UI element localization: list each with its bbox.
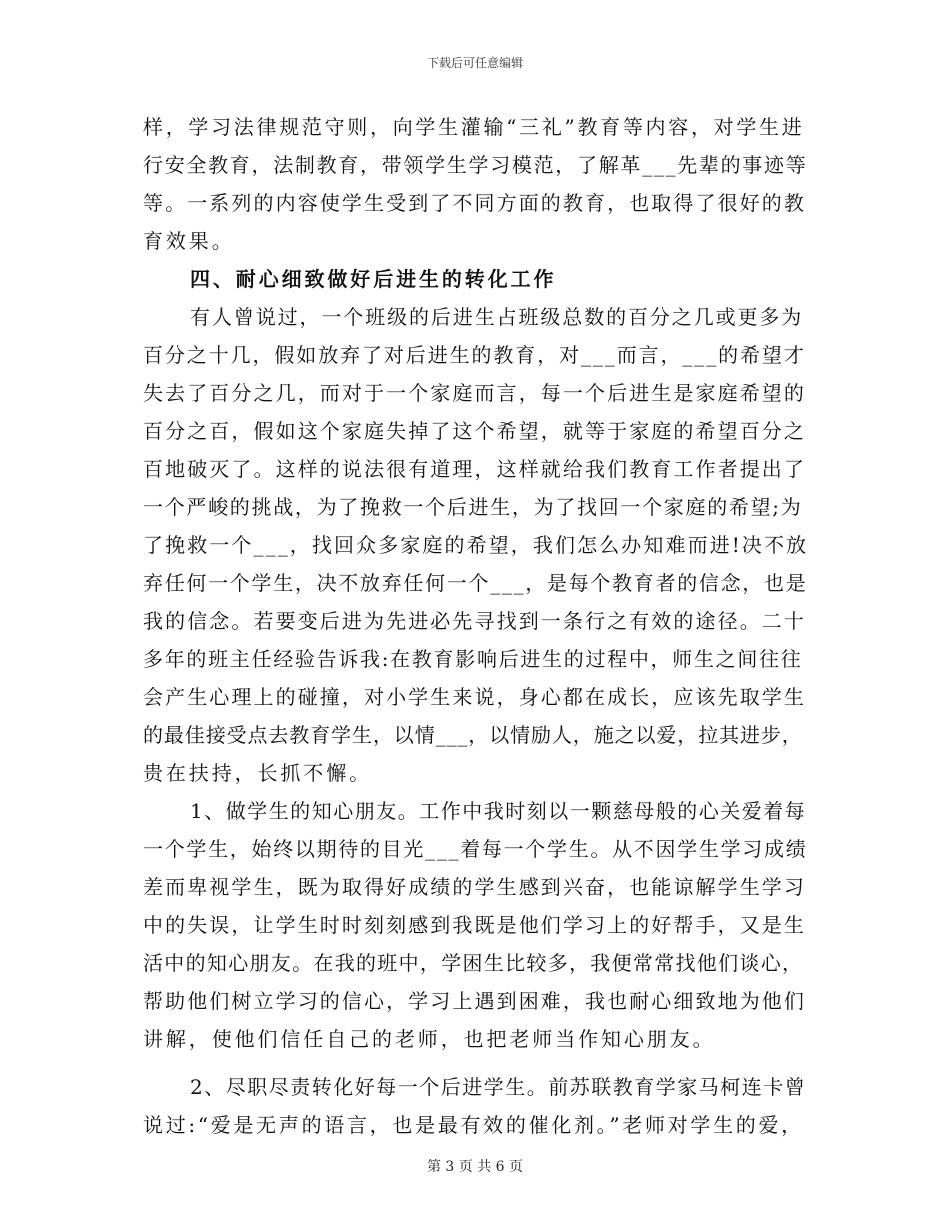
text-line: 的最佳接受点去教育学生，以情___，以情励人，施之以爱，拉其进步，: [143, 723, 803, 747]
text-line: 了挽救一个___，找回众多家庭的希望，我们怎么办知难而进!决不放: [143, 533, 809, 557]
text-line: 中的失误，让学生时时刻刻感到我既是他们学习上的好帮手，又是生: [143, 913, 806, 937]
text-line: 一个学生，始终以期待的目光___着每一个学生。从不因学生学习成绩: [143, 837, 808, 861]
page-footer: 第 3 页 共 6 页: [426, 1159, 524, 1175]
text-line: 有人曾说过，一个班级的后进生占班级总数的百分之几或更多为: [190, 305, 804, 329]
text-line: 我的信念。若要变后进为先进必先寻找到一条行之有效的途径。二十: [143, 609, 806, 633]
text-line: 说过:“爱是无声的语言，也是最有效的催化剂。”老师对学生的爱，: [143, 1113, 804, 1137]
section-heading: 四、耐心细致做好后进生的转化工作: [190, 267, 557, 291]
text-line: 讲解，使他们信任自己的老师，也把老师当作知心朋友。: [143, 1027, 716, 1051]
page-header: 下载后可任意编辑: [426, 56, 523, 70]
text-line: 会产生心理上的碰撞，对小学生来说，身心都在成长，应该先取学生: [143, 685, 806, 709]
text-line: 贵在扶持，长抓不懈。: [143, 761, 372, 785]
text-line: 百分之十几，假如放弃了对后进生的教育，对___而言，___的希望才: [143, 343, 806, 367]
text-line: 失去了百分之几，而对于一个家庭而言，每一个后进生是家庭希望的: [143, 381, 806, 405]
text-line: 差而卑视学生，既为取得好成绩的学生感到兴奋，也能谅解学生学习: [143, 875, 806, 899]
text-line: 等。一系列的内容使学生受到了不同方面的教育，也取得了很好的教: [143, 191, 806, 215]
text-line: 百地破灭了。这样的说法很有道理，这样就给我们教育工作者提出了: [143, 457, 806, 481]
text-line: 样，学习法律规范守则，向学生灌输“三礼”教育等内容，对学生进: [143, 115, 805, 139]
text-line: 行安全教育，法制教育，带领学生学习模范，了解革___先辈的事迹等: [143, 153, 808, 177]
text-line: 一个严峻的挑战，为了挽救一个后进生，为了找回一个家庭的希望;为: [143, 495, 803, 519]
text-line: 百分之百，假如这个家庭失掉了这个希望，就等于家庭的希望百分之: [143, 419, 806, 443]
text-line: 多年的班主任经验告诉我:在教育影响后进生的过程中，师生之间往往: [143, 647, 803, 671]
text-line: 1、做学生的知心朋友。工作中我时刻以一颗慈母般的心关爱着每: [190, 799, 807, 823]
text-line: 帮助他们树立学习的信心，学习上遇到困难，我也耐心细致地为他们: [143, 989, 806, 1013]
text-line: 育效果。: [143, 229, 235, 253]
text-line: 弃任何一个学生，决不放弃任何一个___，是每个教育者的信念，也是: [143, 571, 808, 595]
text-line: 2、尽职尽责转化好每一个后进学生。前苏联教育学家马柯连卡曾: [190, 1075, 807, 1099]
text-line: 活中的知心朋友。在我的班中，学困生比较多，我便常常找他们谈心，: [143, 951, 804, 975]
